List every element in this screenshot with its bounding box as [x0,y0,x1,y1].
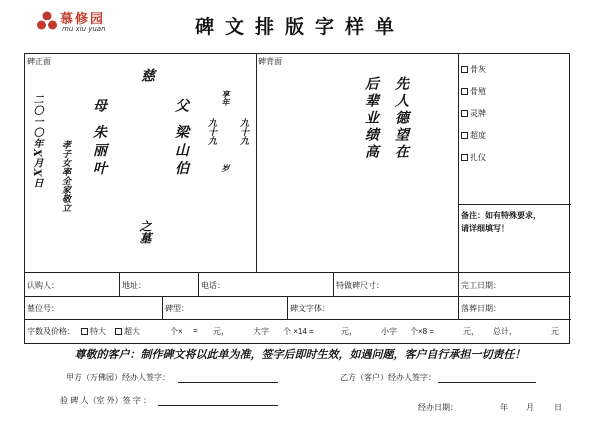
option-label: 超大 [124,327,140,336]
yuan-label: 元， [463,327,479,336]
phone-field[interactable]: 电话： [201,281,225,290]
option-label: 超度 [470,131,486,140]
party-b-signature-line[interactable] [438,382,536,383]
total-label: 总计， [493,327,517,336]
special-size-field[interactable]: 特做碑尺寸： [336,281,384,290]
inscription-age-right: 九十九 [238,118,248,145]
row-line-2 [25,296,571,297]
inscription-zhimu: 之墓 [138,220,152,244]
option-bones[interactable] [461,86,486,97]
row1-divider [119,272,120,296]
row2-divider [458,296,459,319]
page-title: 碑文排版字样单 [194,16,405,38]
extra-large-option[interactable] [81,326,106,337]
inscription-filial: 孝子女率全家敬立 [60,140,70,212]
address-field[interactable]: 地址： [122,281,146,290]
inscription-sui: 岁 [221,164,231,172]
inscription-mother: 母 朱丽叶 [91,98,107,179]
checkbox[interactable] [461,132,468,139]
checker-signature-line[interactable] [158,405,278,406]
back-line-2: 后辈业绩高 [363,76,379,161]
checkbox[interactable] [461,154,468,161]
plot-number-field[interactable]: 墓位号： [27,304,59,313]
row2-divider [162,296,163,319]
big-char-label: 大字 [253,327,269,336]
remarks-line-2: 请详细填写！ [461,223,509,233]
front-label: 碑正面 [27,57,51,66]
party-a-signature-label: 甲方（万佛园）经办人签字： [66,373,170,382]
disclaimer: 尊敬的客户：制作碑文将以此单为准，签字后即时生效，如遇问题，客户自行承担一切责任！ [74,348,526,361]
option-requiem[interactable] [461,130,486,141]
checkbox[interactable] [461,88,468,95]
font-field[interactable]: 碑文字体： [290,304,330,313]
back-label: 碑背面 [258,57,282,66]
handle-date-label: 经办日期： [418,403,458,412]
remarks-line-1: 备注：如有特殊要求， [461,210,541,220]
option-tablet[interactable] [461,108,486,119]
yuan-last-label: 元 [551,327,559,336]
inscription-date: 二〇一〇年X月X日 [31,94,42,189]
checker-signature-label: 验 碑 人（室 外）签 字 ： [60,396,152,405]
divider-front-back [256,54,257,272]
option-ritual[interactable] [461,152,486,163]
row1-divider [198,272,199,296]
divider-back-options [458,54,459,272]
burial-date-field[interactable]: 落葬日期： [461,304,501,313]
back-line-1: 先人德望在 [393,76,409,161]
year-label: 年 [500,403,508,412]
day-label: 日 [554,403,562,412]
option-label: 骨殖 [470,87,486,96]
word-count-label: 字数及价格： [27,327,75,336]
buyer-field[interactable]: 认购人： [27,281,59,290]
form-sheet [24,53,570,344]
inscription-father: 父 梁山伯 [173,98,189,179]
stone-type-field[interactable]: 碑型： [165,304,189,313]
complete-date-field[interactable]: 完工日期： [461,281,501,290]
yuan-label: 元， [341,327,357,336]
option-ashes[interactable] [461,64,486,75]
row2-divider [287,296,288,319]
large-option[interactable] [115,326,140,337]
option-label: 特大 [90,327,106,336]
inscription-age-left: 九十九 [206,118,216,145]
inscription-cihui: 慈 [139,68,155,82]
party-a-signature-line[interactable] [178,382,278,383]
small-char-label: 小字 [381,327,397,336]
note-divider [458,204,571,205]
row-line-3 [25,319,571,320]
big-count-label: 个 ×14 = [283,327,314,336]
checkbox[interactable] [461,110,468,117]
logo-text: 慕修园 [60,12,106,27]
checkbox[interactable] [461,66,468,73]
logo-pinyin: mu xiu yuan [62,25,106,33]
month-label: 月 [526,403,534,412]
times-label: 个× [170,327,183,336]
option-label: 灵牌 [470,109,486,118]
equals-label: = [193,326,198,335]
checkbox[interactable] [115,328,122,335]
checkbox[interactable] [81,328,88,335]
remarks-note [461,209,541,235]
yuan-label: 元， [213,327,229,336]
option-label: 扎仪 [470,153,486,162]
inscription-age-label: 享年 [221,90,231,106]
row1-divider [458,272,459,296]
row1-divider [333,272,334,296]
option-label: 骨灰 [470,65,486,74]
row-line-1 [25,272,571,273]
small-count-label: 个×8 = [410,327,435,336]
party-b-signature-label: 乙方（客户）经办人签字： [340,373,436,382]
